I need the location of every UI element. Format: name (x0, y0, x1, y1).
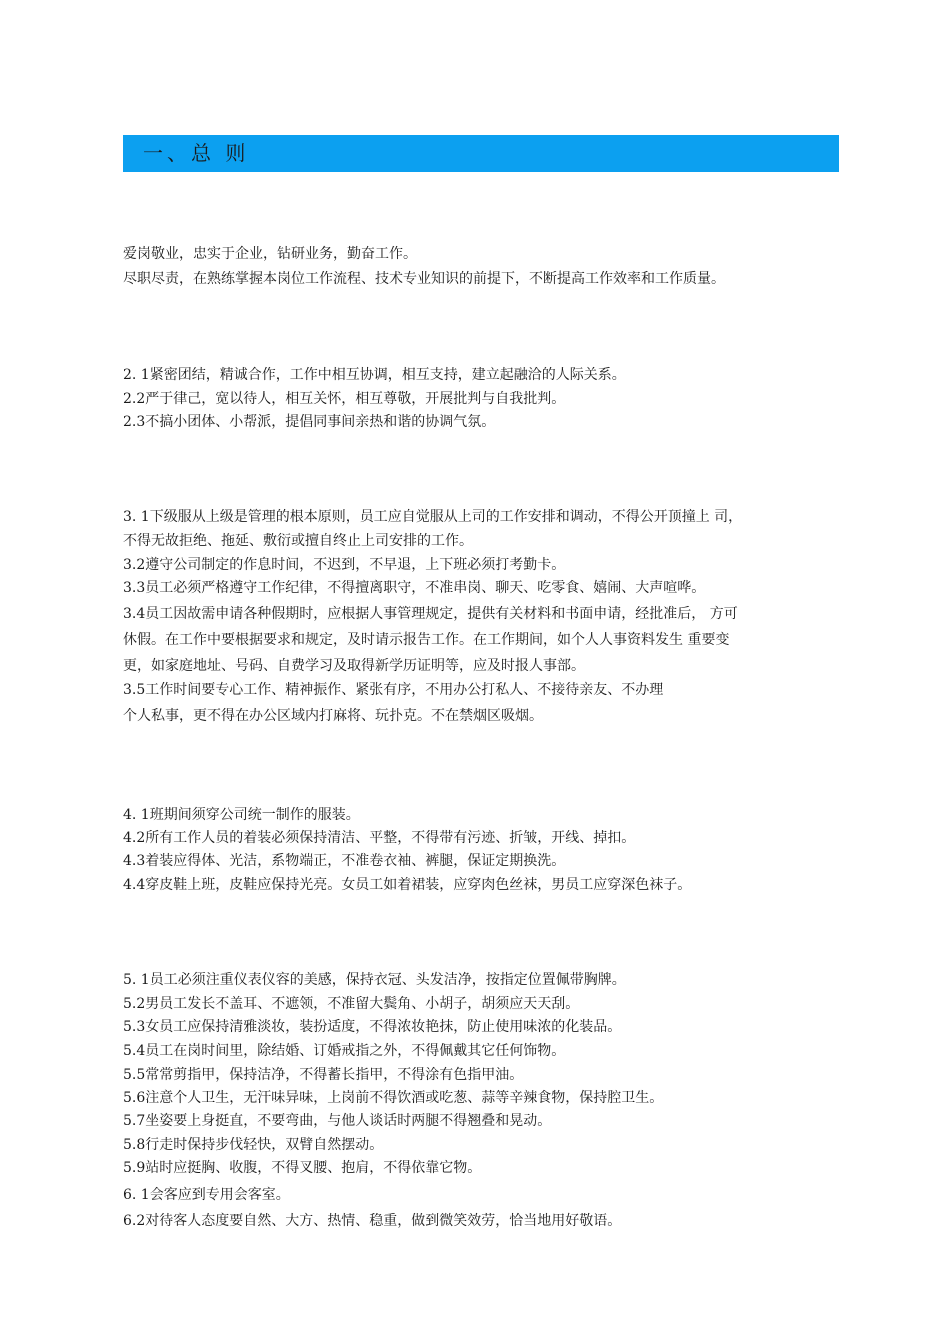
text-line: 3.3员工必须严格遵守工作纪律，不得擅离职守，不准串岗、聊天、吃零食、嬉闹、大声喧哗。 (123, 580, 706, 596)
text-line: 更，如家庭地址、号码、自费学习及取得新学历证明等，应及时报人事部。 (123, 658, 585, 674)
text-line: 2.3不搞小团体、小帮派，提倡同事间亲热和谐的协调气氛。 (123, 414, 496, 430)
text-line: 3.5工作时间要专心工作、精神振作、紧张有序，不用办公打私人、不接待亲友、不办理 (123, 682, 664, 698)
text-line: 2. 1紧密团结，精诚合作，工作中相互协调，相互支持，建立起融洽的人际关系。 (123, 367, 626, 383)
text-line: 休假。在工作中要根据要求和规定，及时请示报告工作。在工作期间，如个人人事资料发生 重要变 (123, 632, 730, 648)
section-heading-banner (123, 135, 839, 172)
text-line: 爱岗敬业，忠实于企业，钻研业务，勤奋工作。 (123, 246, 417, 262)
text-line: 尽职尽责，在熟练掌握本岗位工作流程、技术专业知识的前提下，不断提高工作效率和工作质量。 (123, 271, 725, 287)
text-line: 5.3女员工应保持清雅淡妆，装扮适度，不得浓妆艳抹，防止使用味浓的化装品。 (123, 1019, 622, 1035)
text-line: 4.4穿皮鞋上班，皮鞋应保持光亮。女员工如着裙装，应穿肉色丝袜，男员工应穿深色袜子。 (123, 877, 692, 893)
text-line: 5.4员工在岗时间里，除结婚、订婚戒指之外，不得佩戴其它任何饰物。 (123, 1043, 566, 1059)
text-line: 3.4员工因故需申请各种假期时，应根据人事管理规定，提供有关材料和书面申请，经批准后， 方可 (123, 606, 738, 622)
section-heading: 一、总 则 (143, 141, 250, 165)
text-line: 6. 1会客应到专用会客室。 (123, 1187, 290, 1203)
text-line: 3. 1下级服从上级是管理的根本原则，员工应自觉服从上司的工作安排和调动，不得公开顶撞上 司， (123, 509, 743, 525)
text-line: 5.9站时应挺胸、收腹，不得叉腰、抱肩，不得依靠它物。 (123, 1160, 482, 1176)
text-line: 个人私事，更不得在办公区域内打麻将、玩扑克。不在禁烟区吸烟。 (123, 708, 543, 724)
text-line: 2.2严于律己，宽以待人，相互关怀，相互尊敬，开展批判与自我批判。 (123, 391, 566, 407)
text-line: 5.8行走时保持步伐轻快，双臂自然摆动。 (123, 1137, 384, 1153)
text-line: 5.2男员工发长不盖耳、不遮领，不准留大鬓角、小胡子，胡须应天天刮。 (123, 996, 580, 1012)
text-line: 5.7坐姿要上身挺直，不要弯曲，与他人谈话时两腿不得翘叠和晃动。 (123, 1113, 552, 1129)
text-line: 4. 1班期间须穿公司统一制作的服装。 (123, 807, 360, 823)
text-line: 5.6注意个人卫生，无汗味异味，上岗前不得饮酒或吃葱、蒜等辛辣食物，保持腔卫生。 (123, 1090, 664, 1106)
text-line: 3.2遵守公司制定的作息时间，不迟到，不早退，上下班必须打考勤卡。 (123, 557, 566, 573)
text-line: 6.2对待客人态度要自然、大方、热情、稳重，做到微笑效劳，恰当地用好敬语。 (123, 1213, 622, 1229)
text-line: 5. 1员工必须注重仪表仪容的美感，保持衣冠、头发洁净，按指定位置佩带胸牌。 (123, 972, 626, 988)
text-line: 不得无故拒绝、拖延、敷衍或擅自终止上司安排的工作。 (123, 533, 473, 549)
text-line: 4.3着装应得体、光洁，系物端正，不准卷衣袖、裤腿，保证定期换洗。 (123, 853, 566, 869)
text-line: 4.2所有工作人员的着装必须保持清洁、平整，不得带有污迹、折皱，开线、掉扣。 (123, 830, 636, 846)
text-line: 5.5常常剪指甲，保持洁净，不得蓄长指甲，不得涂有色指甲油。 (123, 1067, 524, 1083)
